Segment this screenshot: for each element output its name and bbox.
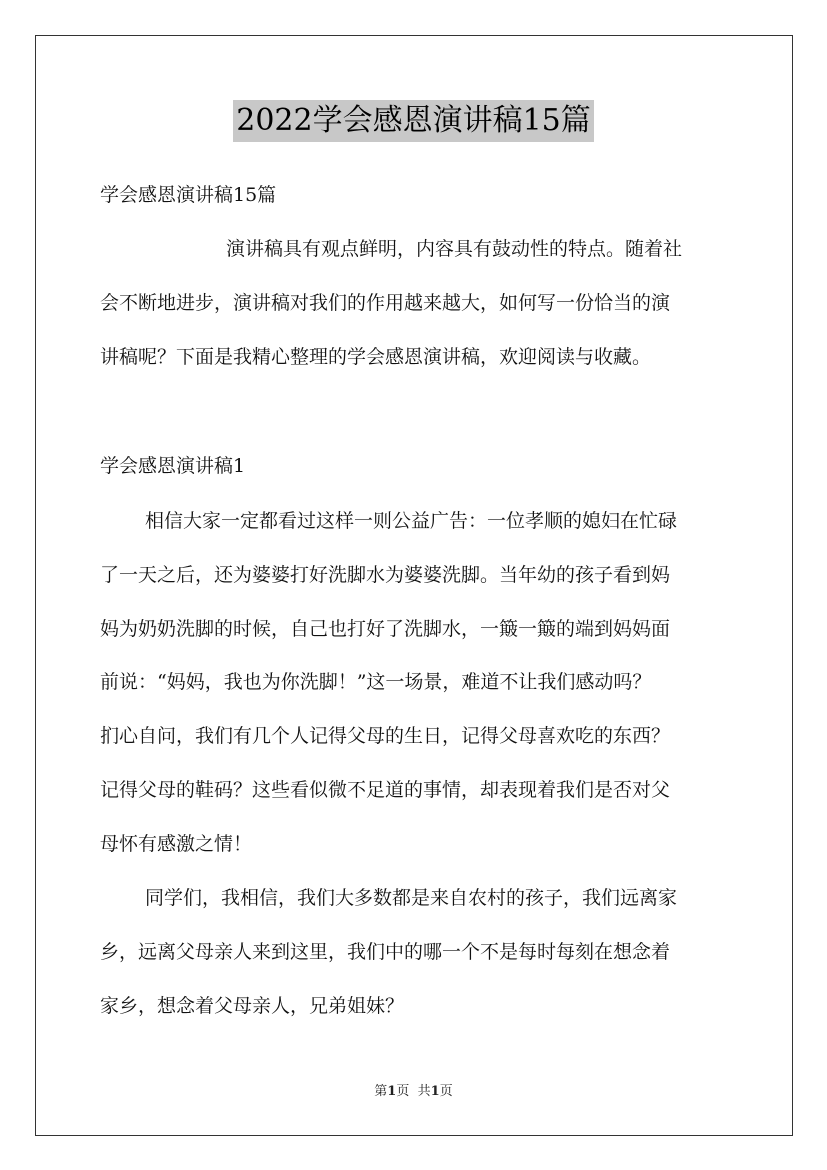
paragraph-line: 扪心自问，我们有几个人记得父母的生日，记得父母喜欢吃的东西？ [100, 725, 671, 747]
title-container [0, 100, 827, 142]
total-suffix: 页 [439, 1084, 453, 1099]
total-prefix: 共 [417, 1084, 431, 1099]
intro-line: 演讲稿具有观点鲜明，内容具有鼓动性的特点。随着社 [226, 238, 683, 260]
paragraph-line: 了一天之后，还为婆婆打好洗脚水为婆婆洗脚。当年幼的孩子看到妈 [100, 564, 671, 586]
document-title: 2022学会感恩演讲稿15篇 [233, 100, 594, 142]
paragraph-line: 记得父母的鞋码？这些看似微不足道的事情，却表现着我们是否对父 [100, 779, 671, 801]
paragraph-line: 同学们，我相信，我们大多数都是来自农村的孩子，我们远离家 [145, 887, 678, 909]
page-number: 1 [387, 1084, 397, 1099]
section-heading: 学会感恩演讲稿1 [100, 455, 246, 477]
intro-line: 会不断地进步，演讲稿对我们的作用越来越大，如何写一份恰当的演 [100, 292, 671, 314]
paragraph-line: 乡，远离父母亲人来到这里，我们中的哪一个不是每时每刻在想念着 [100, 941, 671, 963]
paragraph-line: 相信大家一定都看过这样一则公益广告：一位孝顺的媳妇在忙碌 [145, 510, 678, 532]
paragraph-line: 家乡，想念着父母亲人，兄弟姐妹？ [100, 995, 405, 1017]
paragraph-line: 母怀有感激之情！ [100, 833, 253, 855]
page-prefix: 第 [374, 1084, 388, 1099]
paragraph-line: 妈为奶奶洗脚的时候，自己也打好了洗脚水，一簸一簸的端到妈妈面 [100, 618, 671, 640]
intro-line: 讲稿呢？下面是我精心整理的学会感恩演讲稿，欢迎阅读与收藏。 [100, 346, 652, 368]
paragraph-line: 前说：“妈妈，我也为你洗脚！”这一场景，难道不让我们感动吗？ [100, 671, 652, 693]
page-suffix: 页 [396, 1084, 410, 1099]
total-number: 1 [430, 1084, 440, 1099]
document-subtitle: 学会感恩演讲稿15篇 [100, 184, 277, 206]
page-footer [0, 1083, 827, 1101]
